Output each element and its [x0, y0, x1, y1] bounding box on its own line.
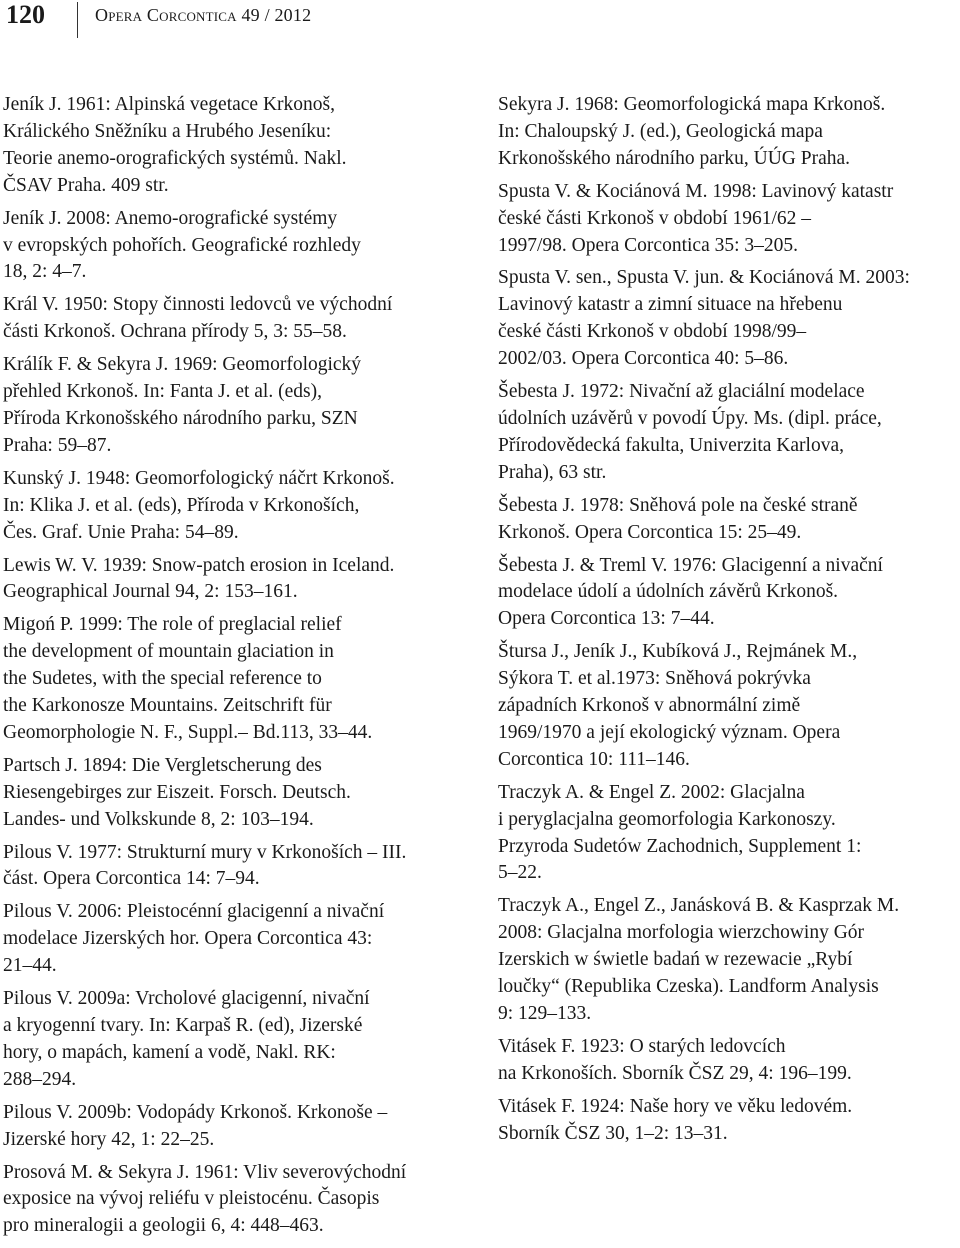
- reference-line: Vitásek F. 1923: O starých ledovcích: [498, 1035, 786, 1057]
- reference-entry: [498, 893, 958, 1028]
- reference-entry: [498, 92, 958, 173]
- reference-line: Jeník J. 1961: Alpinská vegetace Krkonoš,: [3, 94, 335, 115]
- reference-line: 5–22.: [498, 862, 542, 884]
- reference-line: Pilous V. 1977: Strukturní mury v Krkonoších – III.: [3, 841, 407, 863]
- reference-line: modelace Jizerských hor. Opera Corcontica 43:: [3, 928, 373, 950]
- reference-line: Migoń P. 1999: The role of preglacial relief: [3, 614, 342, 636]
- references-left-column: [3, 92, 465, 1246]
- reference-line: Jizerské hory 42, 1: 22–25.: [3, 1128, 215, 1150]
- reference-line: Příroda Krkonošského národního parku, SZN: [3, 407, 358, 429]
- reference-line: Lewis W. V. 1939: Snow-patch erosion in Iceland.: [3, 554, 395, 576]
- reference-line: Przyroda Sudetów Zachodnich, Supplement 1:: [498, 835, 862, 857]
- reference-entry: [3, 206, 465, 287]
- reference-line: Praha), 63 str.: [498, 461, 607, 483]
- reference-line: Pilous V. 2006: Pleistocénní glacigenní a nivační: [3, 901, 385, 923]
- reference-line: údolních uzávěrů v povodí Úpy. Ms. (dipl. práce,: [498, 407, 882, 429]
- reference-entry: [498, 379, 958, 487]
- page-header: [0, 0, 960, 40]
- reference-line: Prosová M. & Sekyra J. 1961: Vliv severovýchodní: [3, 1161, 407, 1183]
- reference-line: Praha: 59–87.: [3, 434, 112, 456]
- reference-line: západních Krkonoš v abnormální zimě: [498, 695, 801, 717]
- reference-line: In: Chaloupský J. (ed.), Geologická mapa: [498, 120, 823, 142]
- reference-entry: [3, 553, 465, 607]
- reference-line: Šebesta J. 1978: Sněhová pole na české straně: [498, 494, 858, 516]
- reference-line: přehled Krkonoš. In: Fanta J. et al. (eds),: [3, 381, 322, 403]
- reference-entry: [498, 553, 958, 634]
- journal-title: Opera Corcontica 49 / 2012: [95, 5, 312, 25]
- reference-line: ČSAV Praha. 409 str.: [3, 174, 169, 196]
- reference-entry: [3, 466, 465, 547]
- reference-entry: [3, 899, 465, 980]
- reference-entry: [3, 612, 465, 747]
- reference-line: hory, o mapách, kamení a vodě, Nakl. RK:: [3, 1041, 336, 1063]
- reference-entry: [498, 780, 958, 888]
- reference-entry: [498, 639, 958, 774]
- reference-line: Přírodovědecká fakulta, Univerzita Karlova,: [498, 434, 844, 456]
- reference-line: Krkonošského národního parku, ÚÚG Praha.: [498, 147, 851, 169]
- reference-line: Šebesta J. 1972: Nivační až glaciální modelace: [498, 381, 865, 403]
- reference-line: Králického Sněžníku a Hrubého Jeseníku:: [3, 120, 332, 142]
- reference-entry: [498, 1034, 958, 1088]
- reference-line: části Krkonoš. Ochrana přírody 5, 3: 55–58.: [3, 321, 347, 343]
- reference-line: pro mineralogii a geologii 6, 4: 448–463.: [3, 1215, 324, 1237]
- reference-line: Riesengebirges zur Eiszeit. Forsch. Deutsch.: [3, 781, 351, 803]
- reference-line: Traczyk A., Engel Z., Janásková B. & Kasprzak M.: [498, 895, 900, 917]
- reference-line: české části Krkonoš v období 1998/99–: [498, 321, 807, 343]
- reference-line: Pilous V. 2009b: Vodopády Krkonoš. Krkonoše –: [3, 1101, 388, 1123]
- reference-line: the Karkonosze Mountains. Zeitschrift für: [3, 695, 332, 717]
- reference-line: Vitásek F. 1924: Naše hory ve věku ledovém.: [498, 1095, 853, 1117]
- reference-entry: [3, 1100, 465, 1154]
- reference-line: Sýkora T. et al.1973: Sněhová pokrývka: [498, 668, 811, 690]
- reference-line: 2002/03. Opera Corcontica 40: 5–86.: [498, 348, 789, 370]
- reference-entry: [3, 352, 465, 460]
- reference-line: Lavinový katastr a zimní situace na hřebenu: [498, 294, 843, 316]
- reference-line: v evropských pohořích. Geografické rozhledy: [3, 234, 361, 256]
- reference-line: i peryglacjalna geomorfologia Karkonoszy.: [498, 808, 836, 830]
- references-right-column: [498, 92, 958, 1154]
- page-number: 120: [6, 0, 45, 29]
- reference-line: Štursa J., Jeník J., Kubíková J., Rejmánek M.,: [498, 641, 858, 663]
- reference-line: Traczyk A. & Engel Z. 2002: Glacjalna: [498, 781, 805, 803]
- reference-line: Sborník ČSZ 30, 1–2: 13–31.: [498, 1122, 728, 1144]
- reference-entry: [498, 493, 958, 547]
- reference-entry: [498, 179, 958, 260]
- reference-entry: [3, 92, 465, 200]
- reference-line: Krkonoš. Opera Corcontica 15: 25–49.: [498, 521, 802, 543]
- reference-line: Izerskich w świetle badań w rezewacie „Rybí: [498, 949, 853, 971]
- reference-entry: [3, 840, 465, 894]
- reference-line: Geographical Journal 94, 2: 153–161.: [3, 581, 298, 603]
- reference-line: Jeník J. 2008: Anemo-orografické systémy: [3, 207, 338, 229]
- reference-line: 21–44.: [3, 955, 57, 977]
- reference-line: 18, 2: 4–7.: [3, 261, 87, 283]
- reference-line: Spusta V. sen., Spusta V. jun. & Kociánová M. 2003:: [498, 267, 910, 289]
- reference-entry: [3, 986, 465, 1094]
- reference-line: Šebesta J. & Treml V. 1976: Glacigenní a nivační: [498, 554, 883, 576]
- reference-line: Král V. 1950: Stopy činnosti ledovců ve východní: [3, 294, 393, 316]
- reference-line: Corcontica 10: 111–146.: [498, 748, 690, 770]
- reference-entry: [3, 753, 465, 834]
- reference-line: Teorie anemo-orografických systémů. Nakl.: [3, 147, 347, 169]
- reference-line: the Sudetes, with the special reference to: [3, 668, 322, 690]
- reference-line: na Krkonoších. Sborník ČSZ 29, 4: 196–199.: [498, 1062, 852, 1084]
- reference-line: 2008: Glacjalna morfologia wierzchowiny Gór: [498, 922, 865, 944]
- reference-line: modelace údolí a údolních závěrů Krkonoš.: [498, 581, 839, 603]
- reference-line: Sekyra J. 1968: Geomorfologická mapa Krkonoš.: [498, 94, 886, 115]
- reference-line: Čes. Graf. Unie Praha: 54–89.: [3, 521, 239, 543]
- reference-line: Králík F. & Sekyra J. 1969: Geomorfologický: [3, 354, 362, 376]
- reference-line: 9: 129–133.: [498, 1003, 592, 1024]
- header-divider: [77, 2, 78, 38]
- reference-line: the development of mountain glaciation in: [3, 641, 334, 663]
- reference-entry: [3, 1160, 465, 1241]
- reference-line: české části Krkonoš v období 1961/62 –: [498, 207, 812, 229]
- reference-line: a kryogenní tvary. In: Karpaš R. (ed), Jizerské: [3, 1015, 363, 1036]
- reference-line: Landes- und Volkskunde 8, 2: 103–194.: [3, 808, 314, 830]
- reference-line: loučky“ (Republika Czeska). Landform Analysis: [498, 976, 879, 998]
- reference-entry: [3, 292, 465, 346]
- reference-line: Partsch J. 1894: Die Vergletscherung des: [3, 754, 322, 776]
- reference-line: 1997/98. Opera Corcontica 35: 3–205.: [498, 234, 799, 256]
- reference-line: 288–294.: [3, 1068, 77, 1090]
- reference-line: In: Klika J. et al. (eds), Příroda v Krkonoších,: [3, 494, 360, 516]
- reference-line: Geomorphologie N. F., Suppl.– Bd.113, 33–44.: [3, 721, 373, 743]
- reference-line: Pilous V. 2009a: Vrcholové glacigenní, nivační: [3, 988, 370, 1010]
- reference-line: Opera Corcontica 13: 7–44.: [498, 608, 715, 630]
- reference-line: exposice na vývoj reliéfu v pleistocénu. Časopis: [3, 1188, 380, 1210]
- reference-line: část. Opera Corcontica 14: 7–94.: [3, 868, 260, 890]
- reference-line: Spusta V. & Kociánová M. 1998: Lavinový katastr: [498, 180, 894, 202]
- reference-line: 1969/1970 a její ekologický význam. Opera: [498, 721, 841, 743]
- reference-entry: [498, 1094, 958, 1148]
- reference-entry: [498, 265, 958, 373]
- reference-line: Kunský J. 1948: Geomorfologický náčrt Krkonoš.: [3, 467, 395, 489]
